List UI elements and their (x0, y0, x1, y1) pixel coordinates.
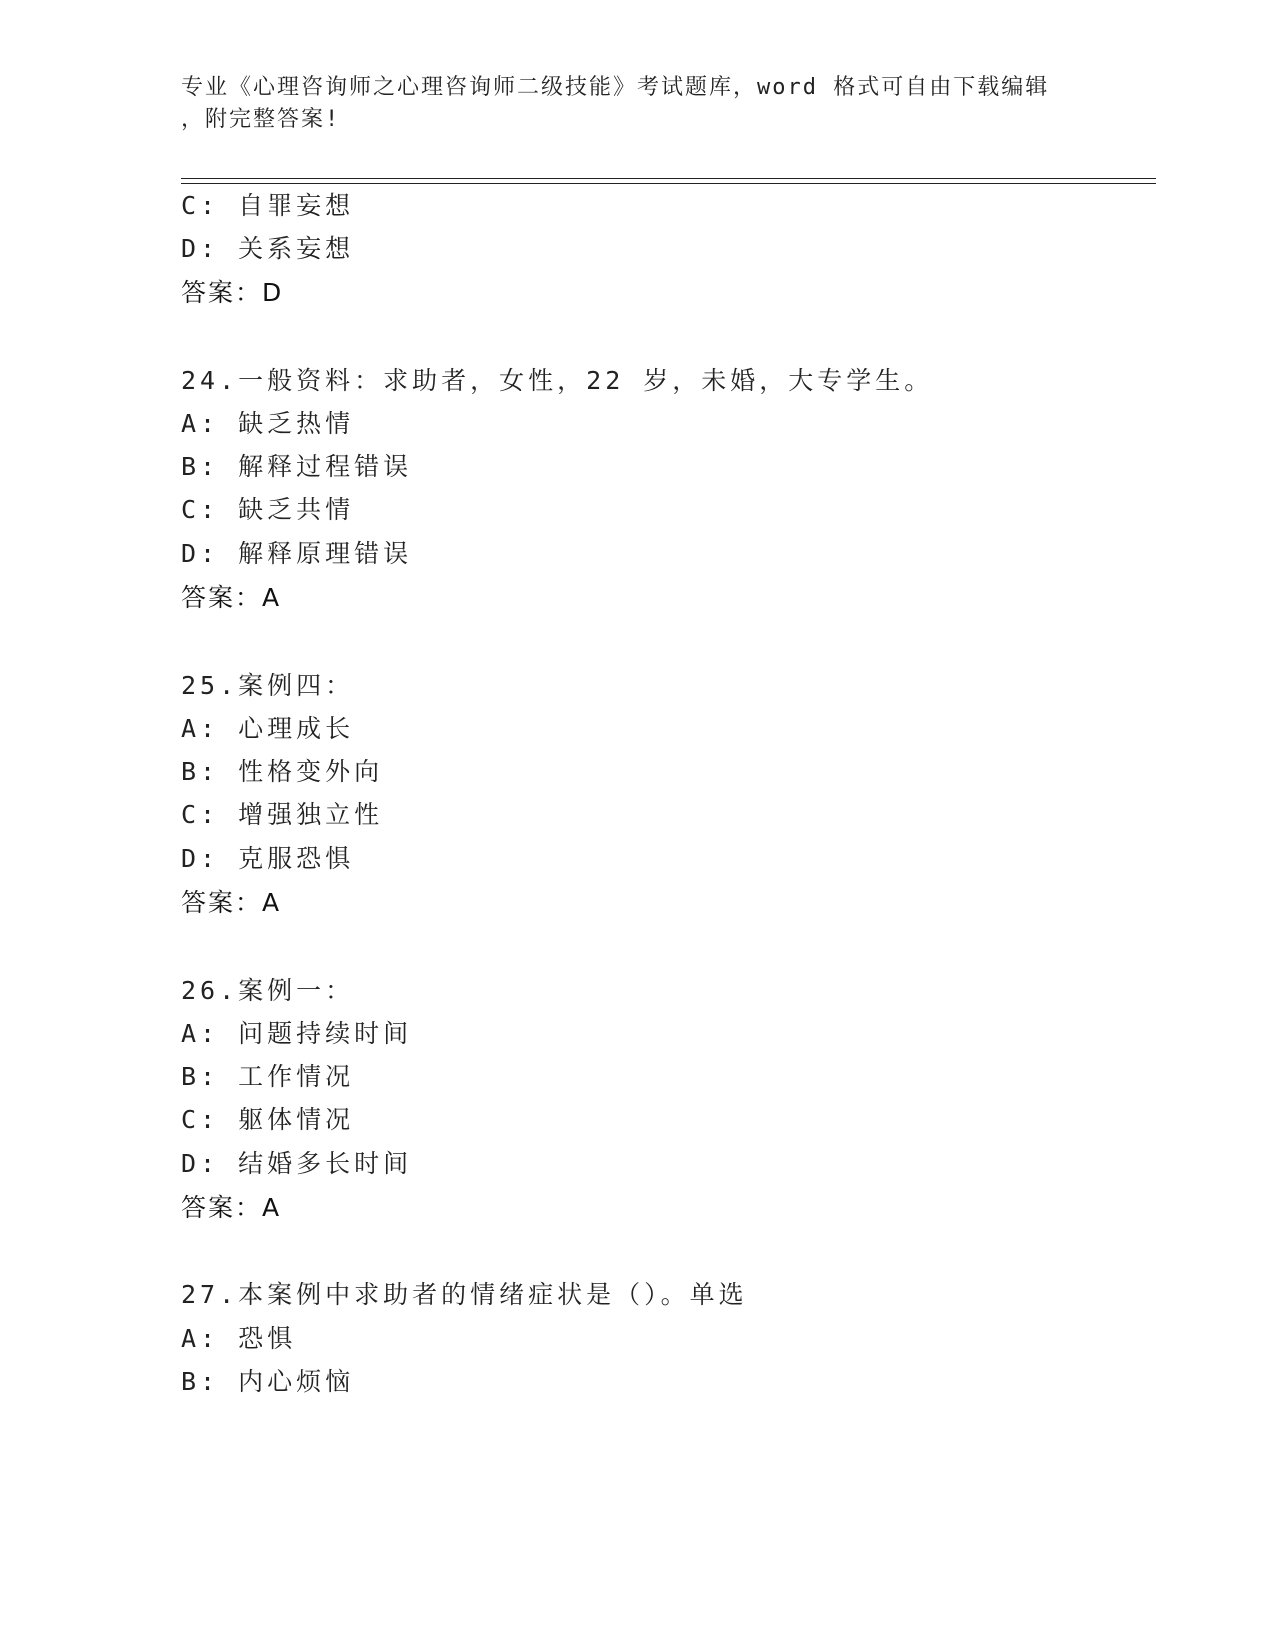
prev-option-d: D: 关系妄想 (181, 234, 355, 263)
q24-answer: 答案：A (181, 583, 282, 612)
q25-option-a: A: 心理成长 (181, 714, 355, 743)
q25-stem: 25.案例四： (181, 671, 355, 700)
q26-option-b: B: 工作情况 (181, 1062, 355, 1091)
header-divider (181, 178, 1156, 184)
q25-option-b: B: 性格变外向 (181, 757, 384, 786)
prev-option-c: C: 自罪妄想 (181, 191, 355, 220)
q24-option-c: C: 缺乏共情 (181, 495, 355, 524)
q26-answer: 答案：A (181, 1193, 282, 1222)
q26-stem: 26.案例一： (181, 976, 355, 1005)
header-title-line: 专业《心理咨询师之心理咨询师二级技能》考试题库，word 格式可自由下载编辑 (181, 75, 1050, 100)
q24-stem: 24.一般资料：求助者，女性，22 岁，未婚，大专学生。 (181, 366, 934, 395)
q26-option-a: A: 问题持续时间 (181, 1019, 413, 1048)
q25-option-c: C: 增强独立性 (181, 800, 384, 829)
q26-option-c: C: 躯体情况 (181, 1105, 355, 1134)
q25-option-d: D: 克服恐惧 (181, 844, 355, 873)
header-title-continuation: ，附完整答案! (181, 107, 341, 132)
q27-stem: 27.本案例中求助者的情绪症状是（）。单选 (181, 1280, 748, 1309)
prev-answer: 答案：D (181, 278, 284, 307)
q27-option-b: B: 内心烦恼 (181, 1367, 355, 1396)
q24-option-d: D: 解释原理错误 (181, 539, 413, 568)
q24-option-a: A: 缺乏热情 (181, 409, 355, 438)
q26-option-d: D: 结婚多长时间 (181, 1149, 413, 1178)
q24-option-b: B: 解释过程错误 (181, 452, 413, 481)
q25-answer: 答案：A (181, 888, 282, 917)
q27-option-a: A: 恐惧 (181, 1324, 297, 1353)
document-header (181, 72, 1081, 136)
